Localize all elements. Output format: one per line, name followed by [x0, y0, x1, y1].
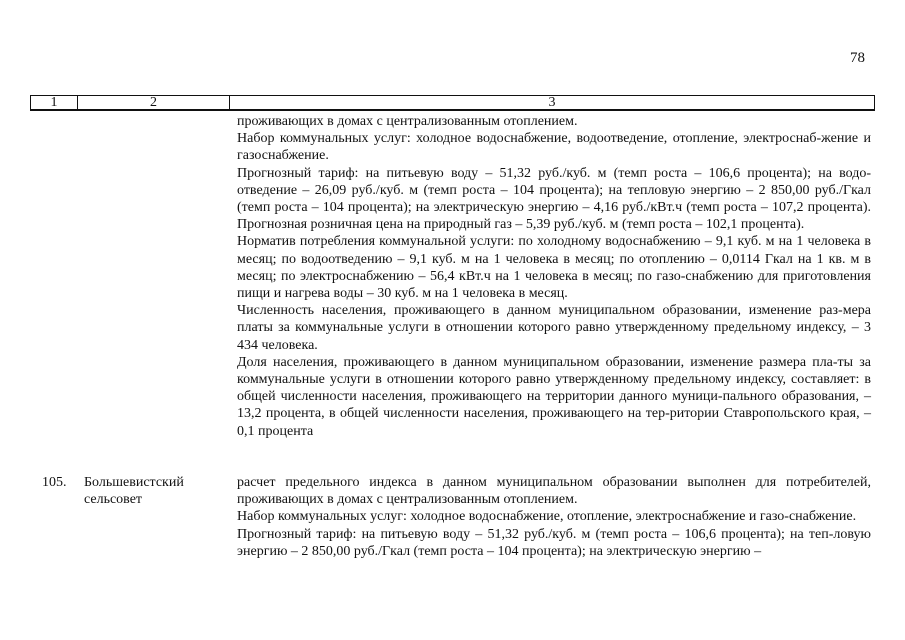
municipality-name	[84, 474, 224, 508]
table-header-row	[30, 95, 875, 111]
entry-105-text	[237, 474, 871, 560]
paragraph: Набор коммунальных услуг: холодное водоснабжение, отопление, электроснабжение и газо-снабжение.	[237, 509, 857, 525]
paragraph: Норматив потребления коммунальной услуги: по холодному водоснабжению – 9,1 куб. м на 1 человека в месяц; по водоотведению – 9,1 куб. м на 1 человека в месяц; по отоплению – 0,0114 Гкал на 1 кв. м в месяц; по электроснабжению – 56,4 кВт.ч на 1 человека в месяц; по газо-снабжению для приготовления пищи и нагрева воды – 30 куб. м на 1 человека в месяц.	[237, 234, 871, 302]
continued-entry-text	[237, 113, 871, 440]
row-number: 105.	[42, 475, 67, 490]
column-header-1: 1	[31, 96, 78, 109]
paragraph: Прогнозный тариф: на питьевую воду – 51,32 руб./куб. м (темп роста – 106,6 процента); на теп-ловую энергию – 2 850,00 руб./Гкал (темп роста – 104 процента); на электрическую энергию –	[237, 526, 871, 559]
column-header-2: 2	[78, 96, 230, 109]
paragraph: Прогнозный тариф: на питьевую воду – 51,32 руб./куб. м (темп роста – 106,6 процента); на водо-отведение – 26,09 руб./куб. м (темп роста – 104 процента); на тепловую энергию – 2 850,00 руб./Гкал (темп роста – 104 процента); на электрическую энергию – 4,16 руб./кВт.ч (темп роста – 107,2 процента). Прогнозная розничная цена на природный газ – 5,39 руб./куб. м (темп роста – 102,1 процента).	[237, 165, 871, 233]
paragraph: проживающих в домах с централизованным отоплением.	[237, 114, 578, 129]
page-number: 78	[850, 50, 865, 66]
paragraph: Численность населения, проживающего в данном муниципальном образовании, изменение раз-мера платы за коммунальные услуги в отношении которого равно утвержденному предельному индексу, – 3 434 человека.	[237, 303, 871, 353]
column-header-3: 3	[548, 95, 556, 110]
paragraph: Доля населения, проживающего в данном муниципальном образовании, изменение размера пла-ты за коммунальные услуги в отношении которого равно утвержденному предельному индексу, составляет: в общей численности населения, проживающего на территории данного муници-пального образования, – 13,2 процента, в общей численности населения, проживающего на тер-ритории Ставропольского края, – 0,1 процента	[237, 354, 871, 439]
municipality-name-line: Большевистский	[84, 475, 184, 490]
paragraph: расчет предельного индекса в данном муниципальном образовании выполнен для потребителей, проживающих в домах с централизованным отоплением.	[237, 475, 871, 508]
municipality-name-line: сельсовет	[84, 492, 143, 508]
paragraph: Набор коммунальных услуг: холодное водоснабжение, водоотведение, отопление, электроснаб-жение и газоснабжение.	[237, 131, 871, 164]
